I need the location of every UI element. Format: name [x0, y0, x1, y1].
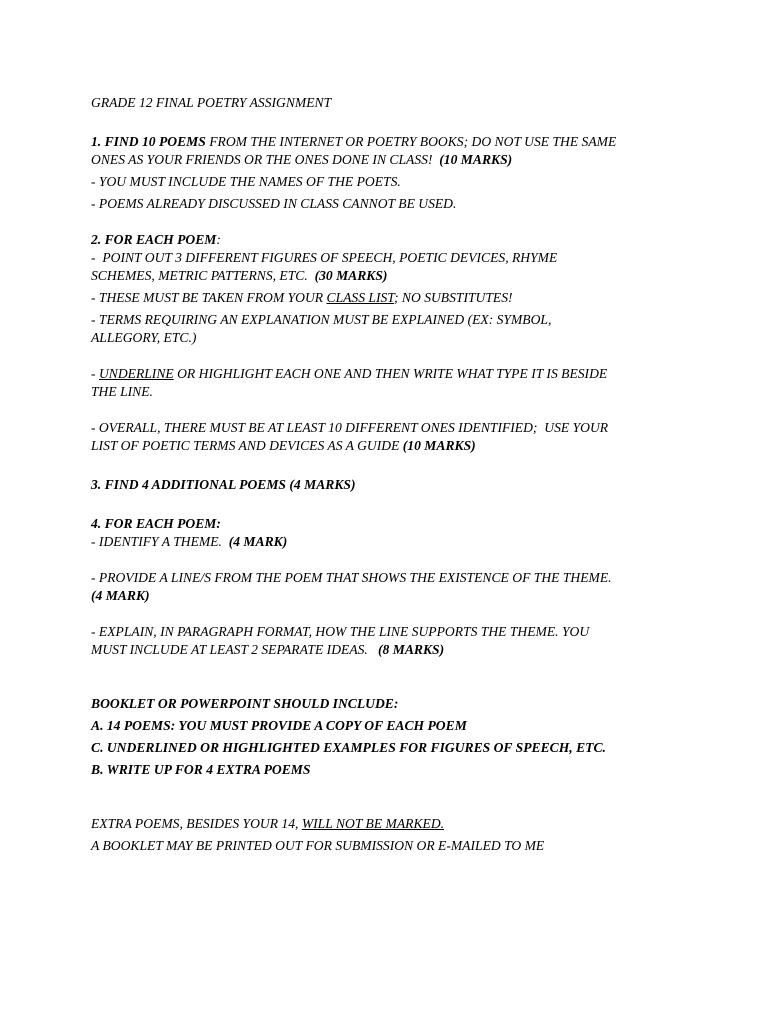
booklet-heading: BOOKLET OR POWERPOINT SHOULD INCLUDE: — [91, 696, 399, 711]
section-2-underline-word: UNDERLINE — [98, 366, 174, 381]
footer-line-1 — [91, 815, 691, 833]
section-2-heading-bold: 2. FOR EACH POEM — [91, 232, 217, 247]
document-title: GRADE 12 FINAL POETRY ASSIGNMENT — [91, 95, 332, 110]
booklet-item-a: A. 14 POEMS: YOU MUST PROVIDE A COPY OF EACH POEM — [91, 718, 467, 733]
section-4 — [91, 515, 691, 659]
section-2-heading — [91, 231, 691, 249]
booklet-item-c: C. UNDERLINED OR HIGHLIGHTED EXAMPLES FOR FIGURES OF SPEECH, ETC. — [91, 740, 606, 755]
section-2-bullet-1-line-2-text: SCHEMES, METRIC PATTERNS, ETC. — [91, 268, 315, 283]
section-4-bullet-3-line-1: - EXPLAIN, IN PARAGRAPH FORMAT, HOW THE LINE SUPPORTS THE THEME. YOU — [91, 624, 590, 639]
section-4-bullet-3-marks: (8 MARKS) — [378, 642, 445, 657]
section-2-bullet-2-post: ; NO SUBSTITUTES! — [393, 290, 513, 305]
footer-line-2: A BOOKLET MAY BE PRINTED OUT FOR SUBMISSION OR E-MAILED TO ME — [91, 838, 545, 853]
section-1-line-2-text: ONES AS YOUR FRIENDS OR THE ONES DONE IN CLASS! — [91, 152, 440, 167]
section-2-bullet-5-marks: (10 MARKS) — [402, 438, 476, 453]
footer-line-1-pre: EXTRA POEMS, BESIDES YOUR 14, — [91, 816, 302, 831]
section-2-bullet-4-pre: - — [91, 366, 99, 381]
section-2 — [91, 231, 691, 455]
section-2-bullet-3-line-1: - TERMS REQUIRING AN EXPLANATION MUST BE EXPLAINED (EX: SYMBOL, — [91, 312, 552, 327]
section-2-bullet-5-line-2 — [91, 437, 691, 455]
section-4-bullet-3-line-2 — [91, 641, 691, 659]
footer-notes — [91, 815, 691, 855]
section-2-bullet-1-line-2 — [91, 267, 691, 285]
section-4-bullet-1-text: - IDENTIFY A THEME. — [91, 534, 229, 549]
section-1-heading — [91, 133, 691, 151]
section-4-bullet-1 — [91, 533, 691, 551]
section-4-bullet-1-marks: (4 MARK) — [228, 534, 288, 549]
section-1-marks: (10 MARKS) — [439, 152, 513, 167]
section-2-bullet-4-line-2: THE LINE. — [91, 384, 153, 399]
section-1-heading-rest: FROM THE INTERNET OR POETRY BOOKS; DO NOT USE THE SAME — [205, 134, 617, 149]
section-1 — [91, 133, 691, 213]
section-2-bullet-4-post: OR HIGHLIGHT EACH ONE AND THEN WRITE WHAT TYPE IT IS BESIDE — [173, 366, 608, 381]
section-4-bullet-3-line-2-text: MUST INCLUDE AT LEAST 2 SEPARATE IDEAS. — [91, 642, 379, 657]
section-2-bullet-4-line-1 — [91, 365, 691, 383]
assignment-document — [91, 94, 691, 855]
section-1-heading-bold: 1. FIND 10 POEMS — [91, 134, 206, 149]
section-2-bullet-1-line-1: - POINT OUT 3 DIFFERENT FIGURES OF SPEECH, POETIC DEVICES, RHYME — [91, 250, 558, 265]
footer-not-marked-underlined: WILL NOT BE MARKED. — [301, 816, 445, 831]
section-2-bullet-1-marks: (30 MARKS) — [314, 268, 388, 283]
section-4-bullet-2-marks: (4 MARK) — [91, 588, 150, 603]
booklet-item-b: B. WRITE UP FOR 4 EXTRA POEMS — [91, 762, 311, 777]
section-4-heading: 4. FOR EACH POEM: — [91, 516, 221, 531]
section-2-class-list-underlined: CLASS LIST — [326, 290, 394, 305]
section-2-bullet-5-line-2-text: LIST OF POETIC TERMS AND DEVICES AS A GUIDE — [91, 438, 403, 453]
section-2-bullet-3-line-2: ALLEGORY, ETC.) — [91, 330, 197, 345]
section-1-bullet-2: - POEMS ALREADY DISCUSSED IN CLASS CANNOT BE USED. — [91, 196, 457, 211]
section-4-bullet-2-line-1: - PROVIDE A LINE/S FROM THE POEM THAT SHOWS THE EXISTENCE OF THE THEME. — [91, 570, 612, 585]
booklet-section — [91, 695, 691, 779]
section-3-heading: 3. FIND 4 ADDITIONAL POEMS (4 MARKS) — [91, 477, 356, 492]
section-2-heading-colon: : — [216, 232, 221, 247]
section-2-bullet-5-line-1: - OVERALL, THERE MUST BE AT LEAST 10 DIFFERENT ONES IDENTIFIED; USE YOUR — [91, 420, 609, 435]
section-1-line-2 — [91, 151, 691, 169]
section-2-bullet-2 — [91, 289, 691, 307]
section-1-bullet-1: - YOU MUST INCLUDE THE NAMES OF THE POETS. — [91, 174, 401, 189]
section-2-bullet-2-pre: - THESE MUST BE TAKEN FROM YOUR — [91, 290, 327, 305]
